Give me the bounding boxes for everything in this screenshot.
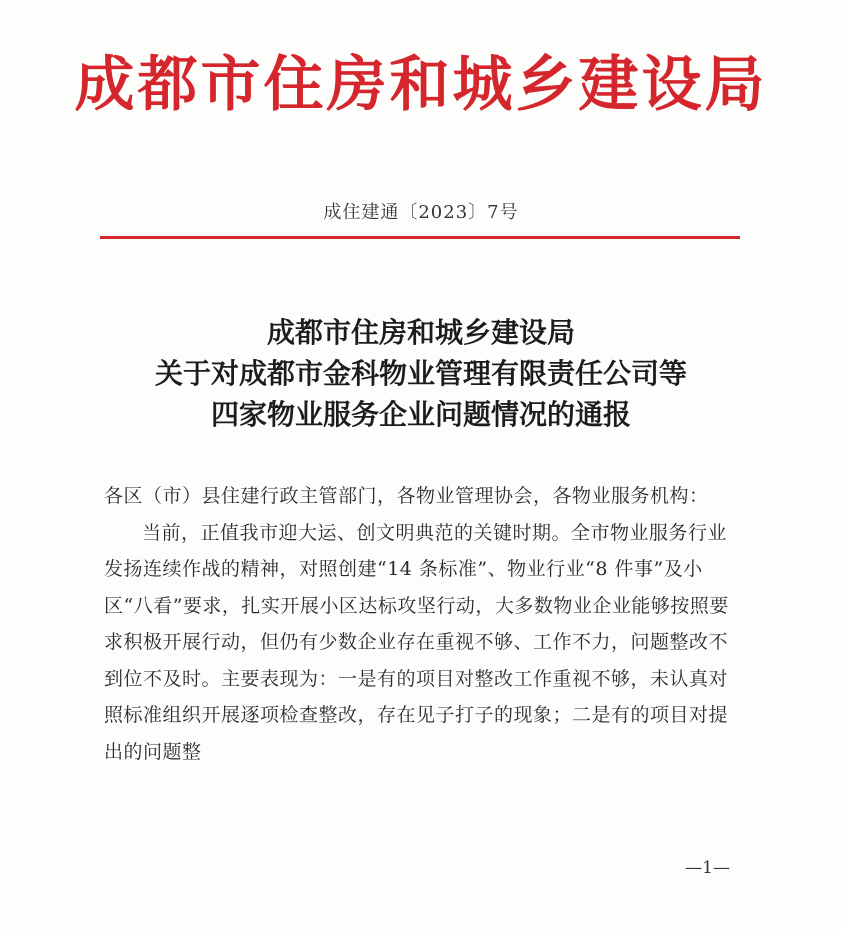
notice-title	[0, 312, 842, 435]
title-line-1: 成都市住房和城乡建设局	[266, 316, 575, 349]
document-number: 成住建通〔2023〕7号	[323, 202, 519, 223]
body-text	[104, 478, 740, 770]
masthead-title: 成都市住房和城乡建设局	[74, 50, 768, 120]
salutation: 各区（市）县住建行政主管部门，各物业管理协会，各物业服务机构：	[104, 485, 709, 507]
title-line-3: 四家物业服务企业问题情况的通报	[210, 398, 631, 431]
red-divider-line	[100, 236, 740, 239]
page-number: —1—	[685, 858, 730, 878]
paragraph: 当前，正值我市迎大运、创文明典范的关键时期。全市物业服务行业发扬连续作战的精神，对照创建“14 条标准”、物业行业“8 件事”及小区“八看”要求，扎实开展小区达标攻坚行动，大多数物业企业能够按照要求积极开展行动，但仍有少数企业存在重视不够、工作不力，问题整改不到位不及时。主要表现为：一是有的项目对整改工作重视不够，未认真对照标准组织开展逐项检查整改，存在见子打子的现象；二是有的项目对提出的问题整	[104, 521, 729, 763]
title-line-2: 关于对成都市金科物业管理有限责任公司等	[154, 357, 687, 390]
